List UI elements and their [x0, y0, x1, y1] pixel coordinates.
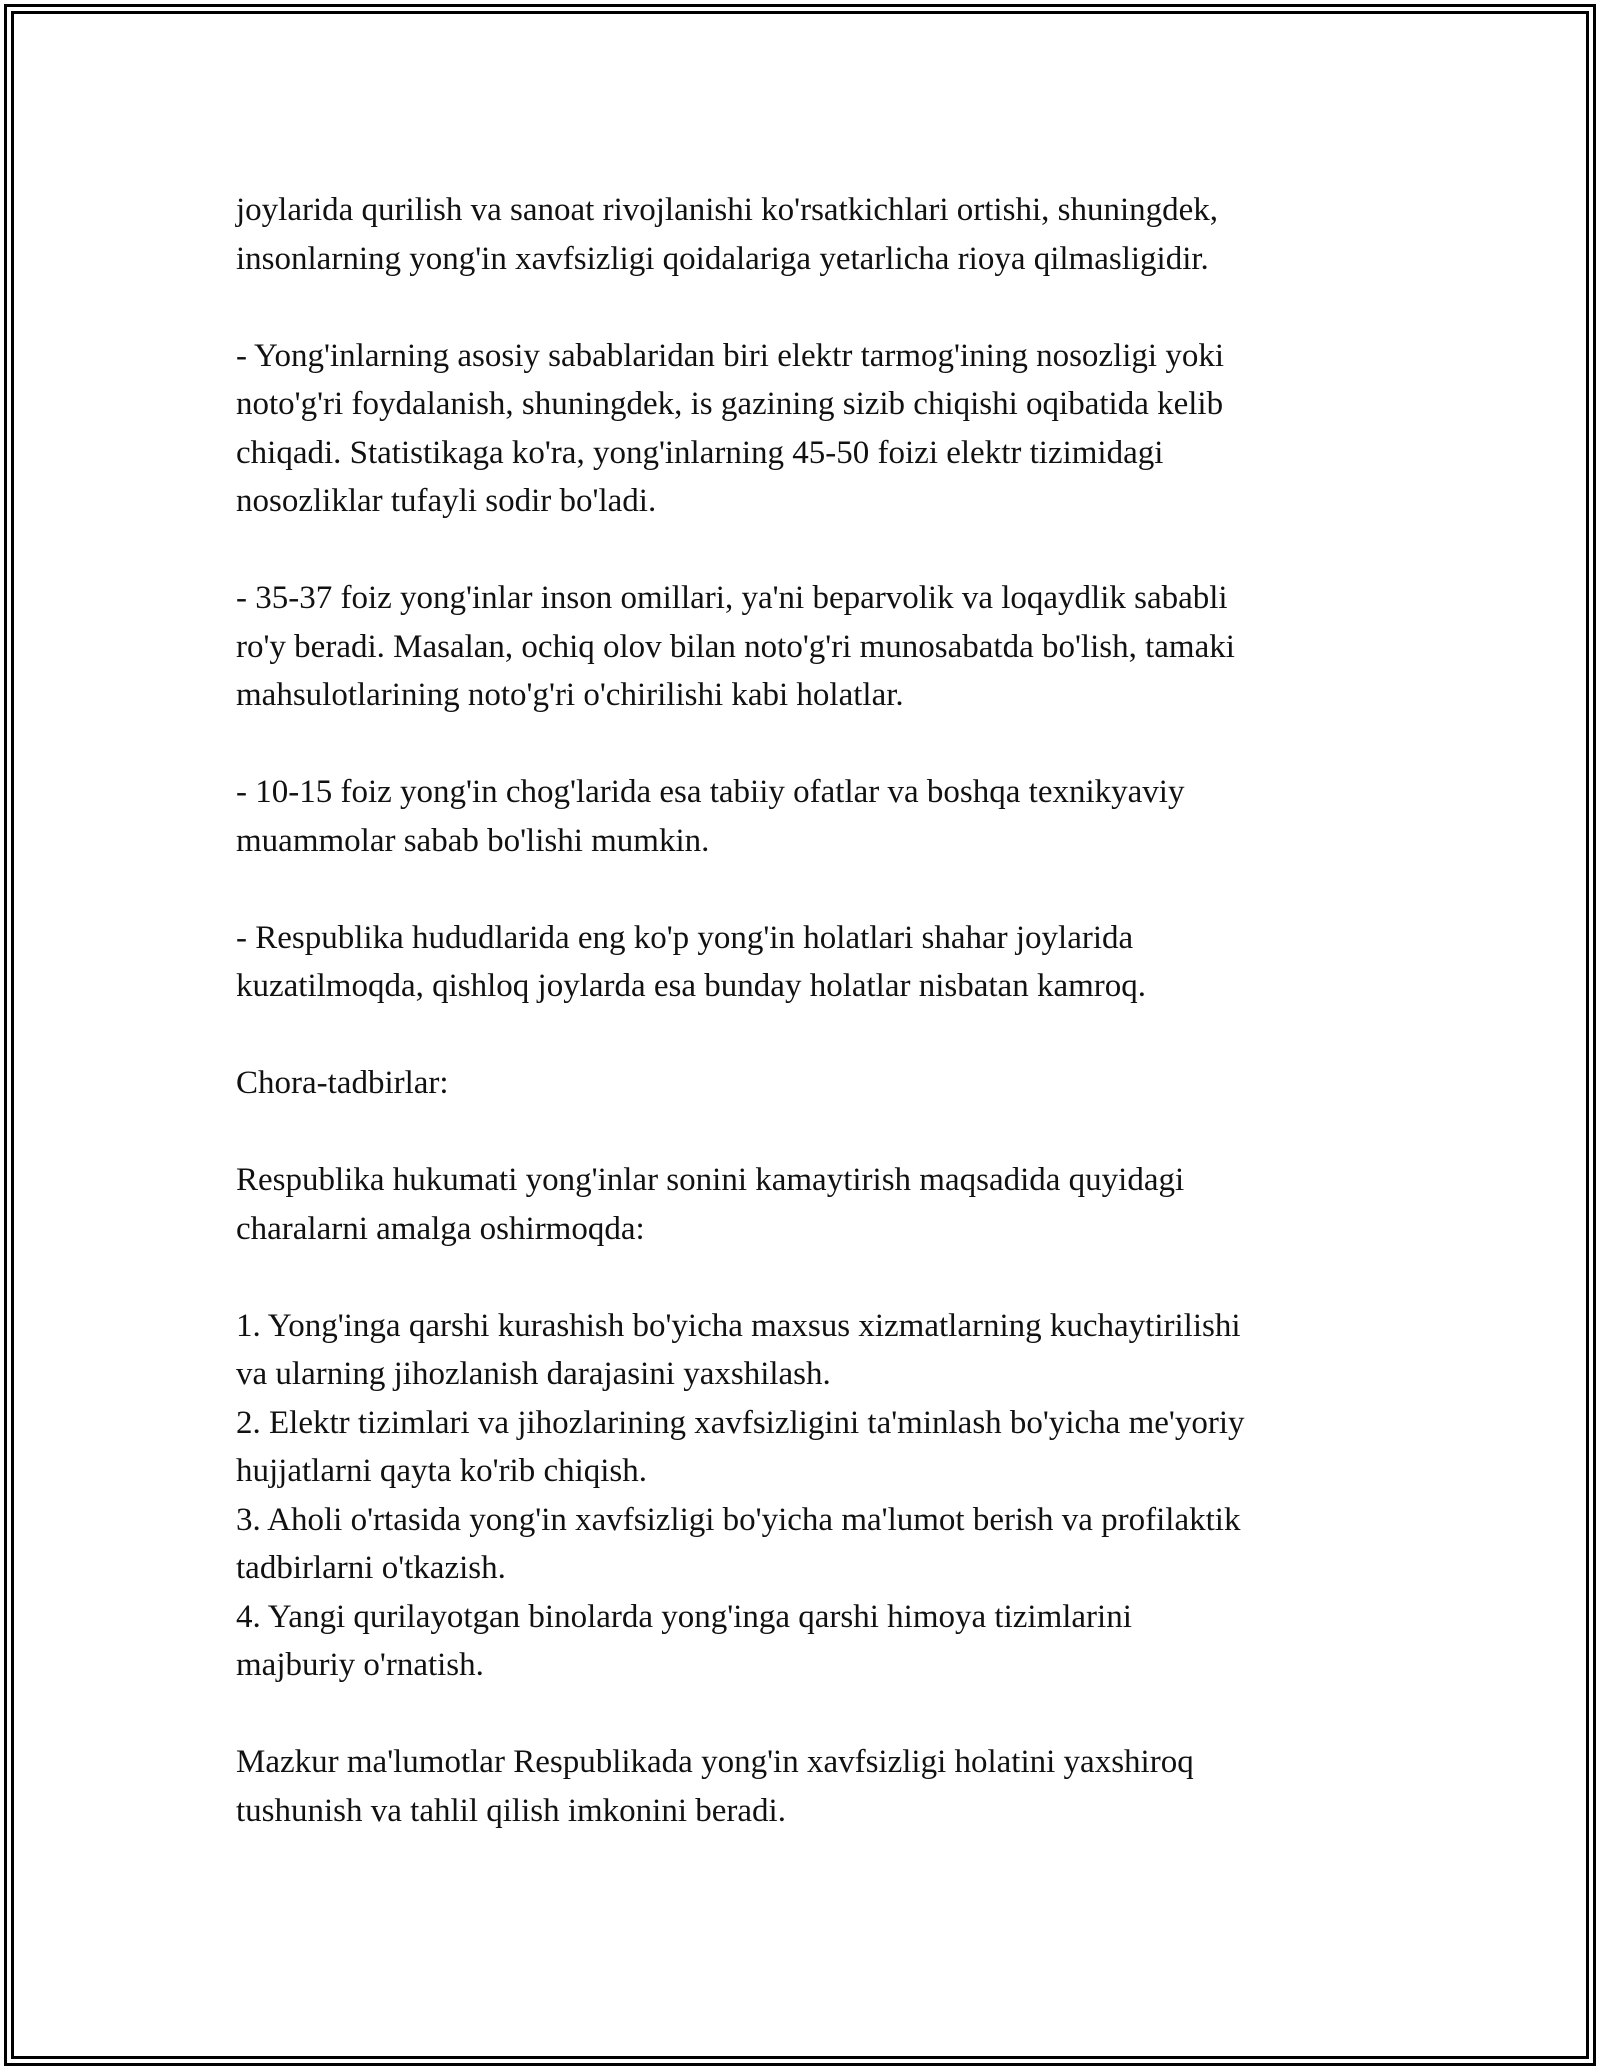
paragraph-spacer	[236, 283, 1376, 332]
paragraph-spacer	[236, 1690, 1376, 1739]
section-heading-measures: Chora-tadbirlar:	[236, 1065, 449, 1101]
paragraph-spacer	[236, 526, 1376, 575]
paragraph-spacer	[236, 1253, 1376, 1302]
measures-list	[236, 1302, 1376, 1690]
bullet-human-factors: - 35-37 foiz yong'inlar inson omillari, ya'ni beparvolik va loqaydlik sababli ro'y beradi. Masalan, ochiq olov bilan noto'g'ri munosabatda bo'lish, tamaki mahsulotlarining noto'g'ri o'chirilishi kabi holatlar.	[236, 580, 1235, 713]
measure-item-4: 4. Yangi qurilayotgan binolarda yong'inga qarshi himoya tizimlarini majburiy o'rnatish.	[236, 1598, 1132, 1683]
paragraph-spacer	[236, 865, 1376, 914]
closing-paragraph: Mazkur ma'lumotlar Respublikada yong'in xavfsizligi holatini yaxshiroq tushunish va tahlil qilish imkonini beradi.	[236, 1744, 1194, 1829]
measures-intro: Respublika hukumati yong'inlar sonini kamaytirish maqsadida quyidagi charalarni amalga oshirmoqda:	[236, 1162, 1185, 1247]
paragraph-spacer	[236, 720, 1376, 769]
measure-item-3: 3. Aholi o'rtasida yong'in xavfsizligi bo'yicha ma'lumot berish va profilaktik tadbirlarni o'tkazish.	[236, 1501, 1241, 1586]
measure-item-2: 2. Elektr tizimlari va jihozlarining xavfsizligini ta'minlash bo'yicha me'yoriy hujjatlarni qayta ko'rib chiqish.	[236, 1404, 1245, 1489]
bullet-natural-causes: - 10-15 foiz yong'in chog'larida esa tabiiy ofatlar va boshqa texnikyaviy muammolar sabab bo'lishi mumkin.	[236, 774, 1185, 859]
paragraph-spacer	[236, 1108, 1376, 1157]
bullet-electrical-causes: - Yong'inlarning asosiy sabablaridan biri elektr tarmog'ining nosozligi yoki noto'g'ri foydalanish, shuningdek, is gazining sizib chiqishi oqibatida kelib chiqadi. Statistikaga ko'ra, yong'inlarning 45-50 foizi elektr tizimidagi nosozliklar tufayli sodir bo'ladi.	[236, 337, 1225, 519]
bullet-regional-distribution: - Respublika hududlarida eng ko'p yong'in holatlari shahar joylarida kuzatilmoqda, qishloq joylarda esa bunday holatlar nisbatan kamroq.	[236, 919, 1147, 1004]
measure-item-1: 1. Yong'inga qarshi kurashish bo'yicha maxsus xizmatlarning kuchaytirilishi va ularning jihozlanish darajasini yaxshilash.	[236, 1307, 1241, 1392]
paragraph-spacer	[236, 1011, 1376, 1060]
document-body	[236, 186, 1376, 1835]
intro-paragraph: joylarida qurilish va sanoat rivojlanishi ko'rsatkichlari ortishi, shuningdek, insonlarning yong'in xavfsizligi qoidalariga yetarlicha rioya qilmasligidir.	[236, 192, 1219, 277]
